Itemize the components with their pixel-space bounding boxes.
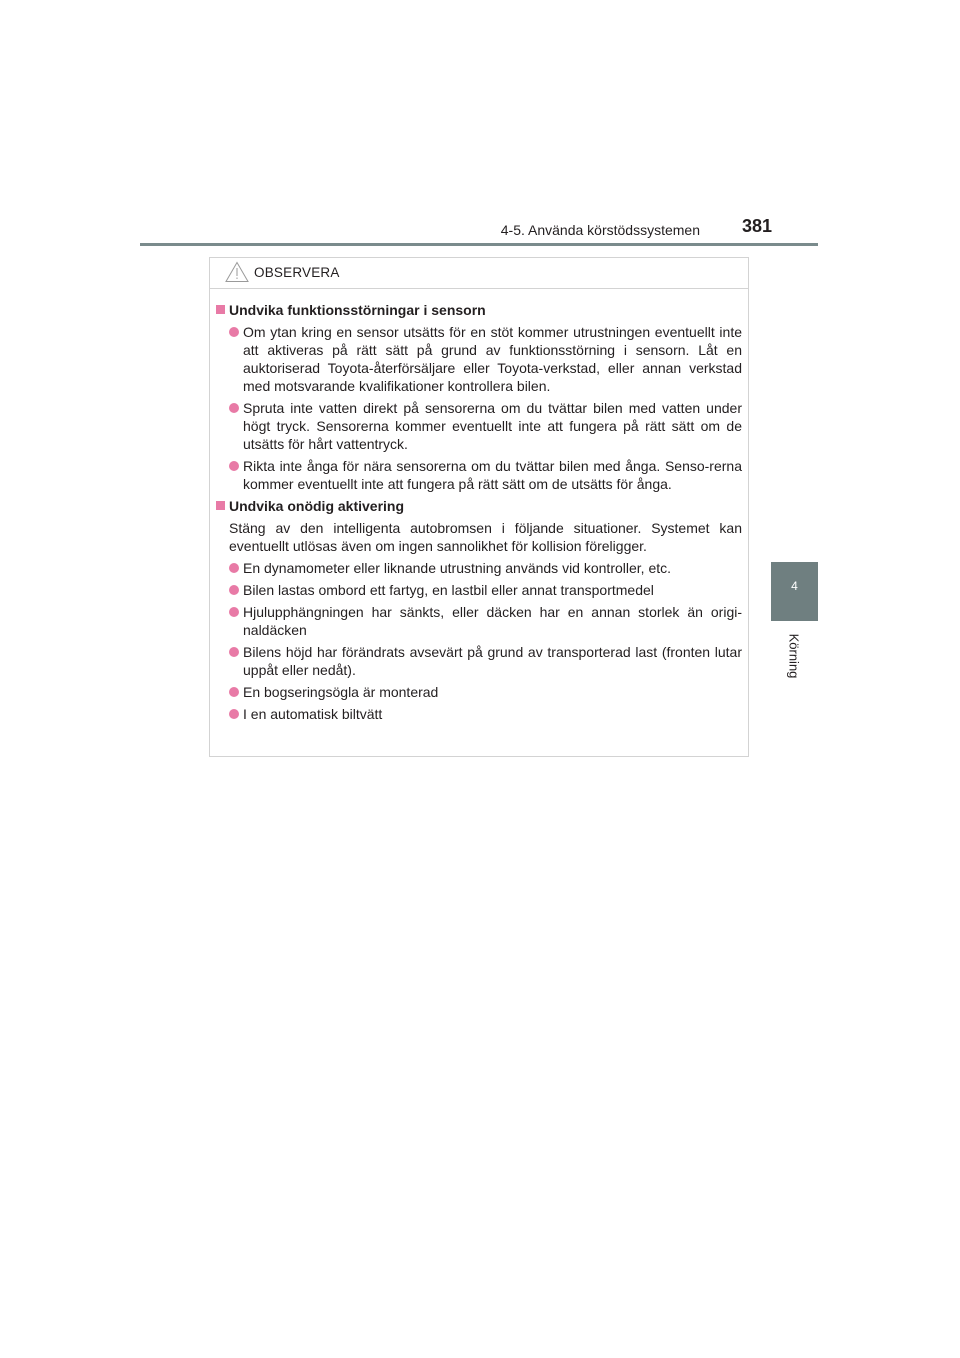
dot-bullet-icon	[229, 687, 239, 697]
list-item: I en automatisk biltvätt	[216, 705, 742, 723]
square-bullet-icon	[216, 305, 225, 314]
list-item: En dynamometer eller liknande utrustning används vid kontroller, etc.	[216, 559, 742, 577]
section-title: 4-5. Använda körstödssystemen	[500, 222, 700, 238]
section-title-activation: Undvika onödig aktivering	[216, 497, 742, 515]
square-bullet-icon	[216, 501, 225, 510]
dot-bullet-icon	[229, 647, 239, 657]
section-intro: Stäng av den intelligenta autobromsen i följande situationer. Systemet kan eventuellt utlösas även om ingen sannolikhet för kollision föreligger.	[229, 520, 742, 554]
dot-bullet-icon	[229, 607, 239, 617]
dot-bullet-icon	[229, 563, 239, 573]
section-unnecessary-activation	[216, 497, 742, 723]
dot-bullet-icon	[229, 585, 239, 595]
page-number: 381	[741, 216, 772, 236]
list-item: Rikta inte ånga för nära sensorerna om du tvättar bilen med ånga. Senso-rerna kommer eventuellt inte att fungera på rätt sätt om de utsätts för ånga.	[216, 457, 742, 493]
list-item: En bogseringsögla är monterad	[216, 683, 742, 701]
header-rule	[140, 243, 818, 246]
chapter-tab	[771, 562, 818, 621]
notice-box	[209, 257, 749, 757]
list-item: Om ytan kring en sensor utsätts för en stöt kommer utrustningen eventuellt inte att aktiveras på rätt sätt på grund av funktionsstörning i sensorn. Låt en auktoriserad Toyota-återförsäljare eller Toyota-verkstad, eller annan verkstad med motsvarande kvalifikationer kontrollera bilen.	[216, 323, 742, 395]
list-item: Bilens höjd har förändrats avsevärt på grund av transporterad last (fronten lutar uppåt eller nedåt).	[216, 643, 742, 679]
page-header	[140, 214, 818, 246]
list-item: Spruta inte vatten direkt på sensorerna om du tvättar bilen med vatten under högt tryck. Sensorerna kommer eventuellt inte att fungera på rätt sätt om de utsätts för hårt vattentryck.	[216, 399, 742, 453]
dot-bullet-icon	[229, 461, 239, 471]
dot-bullet-icon	[229, 327, 239, 337]
notice-title: OBSERVERA	[254, 265, 340, 280]
dot-bullet-icon	[229, 403, 239, 413]
list-item: Hjulupphängningen har sänkts, eller däcken har en annan storlek än origi-naldäcken	[216, 603, 742, 639]
section-sensor-malfunction	[216, 301, 742, 493]
list-item: Bilen lastas ombord ett fartyg, en lastbil eller annat transportmedel	[216, 581, 742, 599]
warning-triangle-icon	[225, 261, 249, 283]
chapter-label: Körning	[786, 633, 802, 679]
section-title-sensor: Undvika funktionsstörningar i sensorn	[216, 301, 742, 319]
dot-bullet-icon	[229, 709, 239, 719]
notice-header	[210, 258, 748, 289]
notice-body	[210, 289, 748, 723]
chapter-number: 4	[791, 579, 798, 593]
